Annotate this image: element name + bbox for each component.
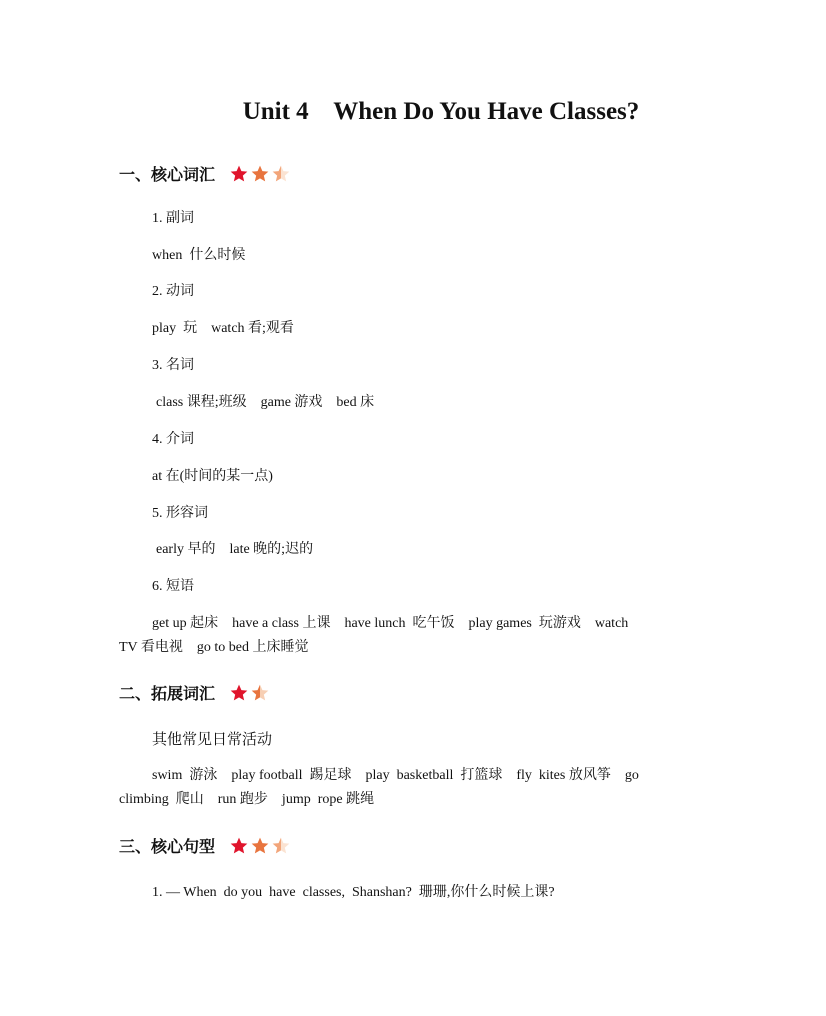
section-heading-label: 三、核心句型 xyxy=(119,837,216,856)
item-label: 2. 动词 xyxy=(152,284,194,299)
half-star-icon xyxy=(250,683,270,703)
section-heading-label: 二、拓展词汇 xyxy=(119,684,216,703)
section-heading-core-sentences xyxy=(119,834,291,857)
rating-stars xyxy=(229,164,291,184)
star-icon xyxy=(229,164,249,184)
section-heading-label: 一、核心词汇 xyxy=(119,165,216,184)
item-content: at 在(时间的某一点) xyxy=(152,469,273,484)
star-icon xyxy=(250,164,270,184)
page-title: Unit 4 When Do You Have Classes? xyxy=(242,98,640,125)
star-icon xyxy=(250,836,270,856)
item-content: get up 起床 have a class 上课 have lunch 吃午饭 play games 玩游戏 watch xyxy=(152,616,629,631)
item-label: 5. 形容词 xyxy=(152,506,208,521)
item-label: 6. 短语 xyxy=(152,579,194,594)
item-content: swim 游泳 play football 踢足球 play basketball 打篮球 fly kites 放风筝 go xyxy=(152,768,639,783)
section-heading-core-vocab xyxy=(119,162,291,185)
item-content: when 什么时候 xyxy=(152,248,246,263)
star-icon xyxy=(229,836,249,856)
item-content: early 早的 late 晚的;迟的 xyxy=(156,542,314,557)
item-label: 4. 介词 xyxy=(152,432,194,447)
half-star-icon xyxy=(271,164,291,184)
section-heading-extended-vocab xyxy=(119,681,270,704)
item-content: class 课程;班级 game 游戏 bed 床 xyxy=(156,395,375,410)
item-content: play 玩 watch 看;观看 xyxy=(152,321,294,336)
item-content: 1. — When do you have classes, Shanshan? 珊珊,你什么时候上课? xyxy=(152,885,555,900)
item-content: climbing 爬山 run 跑步 jump rope 跳绳 xyxy=(119,792,375,807)
section-subtitle: 其他常见日常活动 xyxy=(152,732,273,748)
item-content: TV 看电视 go to bed 上床睡觉 xyxy=(119,640,309,655)
rating-stars xyxy=(229,836,291,856)
item-label: 3. 名词 xyxy=(152,358,194,373)
star-icon xyxy=(229,683,249,703)
item-label: 1. 副词 xyxy=(152,211,194,226)
rating-stars xyxy=(229,683,270,703)
half-star-icon xyxy=(271,836,291,856)
